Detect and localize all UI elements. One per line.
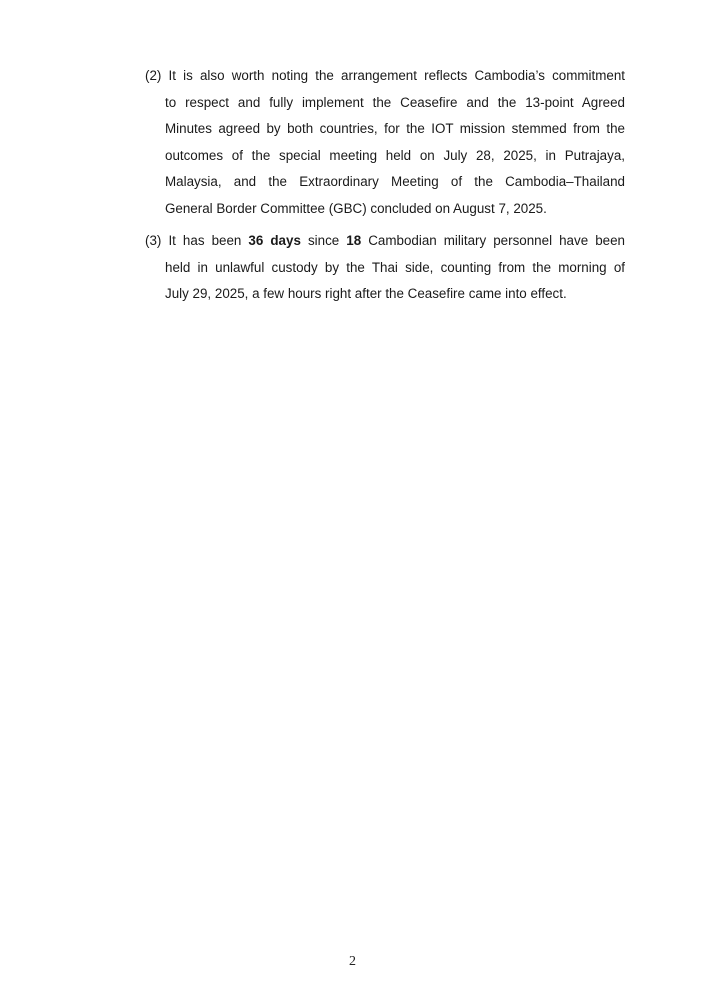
paragraph-line: outcomes of the special meeting held on July 28, 2025, in Putrajaya, bbox=[165, 147, 625, 163]
paragraph-number: (2) bbox=[145, 68, 162, 83]
paragraph-text-segment: since bbox=[300, 233, 347, 248]
paragraph-line: Malaysia, and the Extraordinary Meeting of the Cambodia–Thailand bbox=[165, 174, 625, 189]
paragraph-2 bbox=[145, 63, 625, 222]
paragraph-line: Minutes agreed by both countries, for the IOT mission stemmed from the bbox=[165, 121, 625, 136]
paragraph-3 bbox=[145, 228, 625, 308]
paragraph-line: July 29, 2025, a few hours right after the Ceasefire came into effect. bbox=[165, 286, 567, 301]
paragraph-line bbox=[145, 228, 625, 255]
page-number: 2 bbox=[349, 954, 356, 969]
paragraph-number: (3) bbox=[145, 233, 162, 248]
paragraph-text-segment: It has been bbox=[168, 233, 249, 248]
paragraph-line: held in unlawful custody by the Thai side, counting from the morning of bbox=[165, 259, 625, 275]
days-count: 36 days bbox=[248, 233, 301, 248]
paragraph-line bbox=[145, 63, 625, 90]
paragraph-line: to respect and fully implement the Ceasefire and the 13-point Agreed bbox=[165, 94, 625, 110]
paragraph-text-segment: Cambodian military personnel have been bbox=[361, 233, 625, 248]
paragraph-text: It is also worth noting the arrangement reflects Cambodia’s commitment bbox=[168, 68, 625, 83]
paragraph-line: General Border Committee (GBC) concluded on August 7, 2025. bbox=[165, 200, 547, 216]
personnel-count: 18 bbox=[346, 233, 362, 248]
